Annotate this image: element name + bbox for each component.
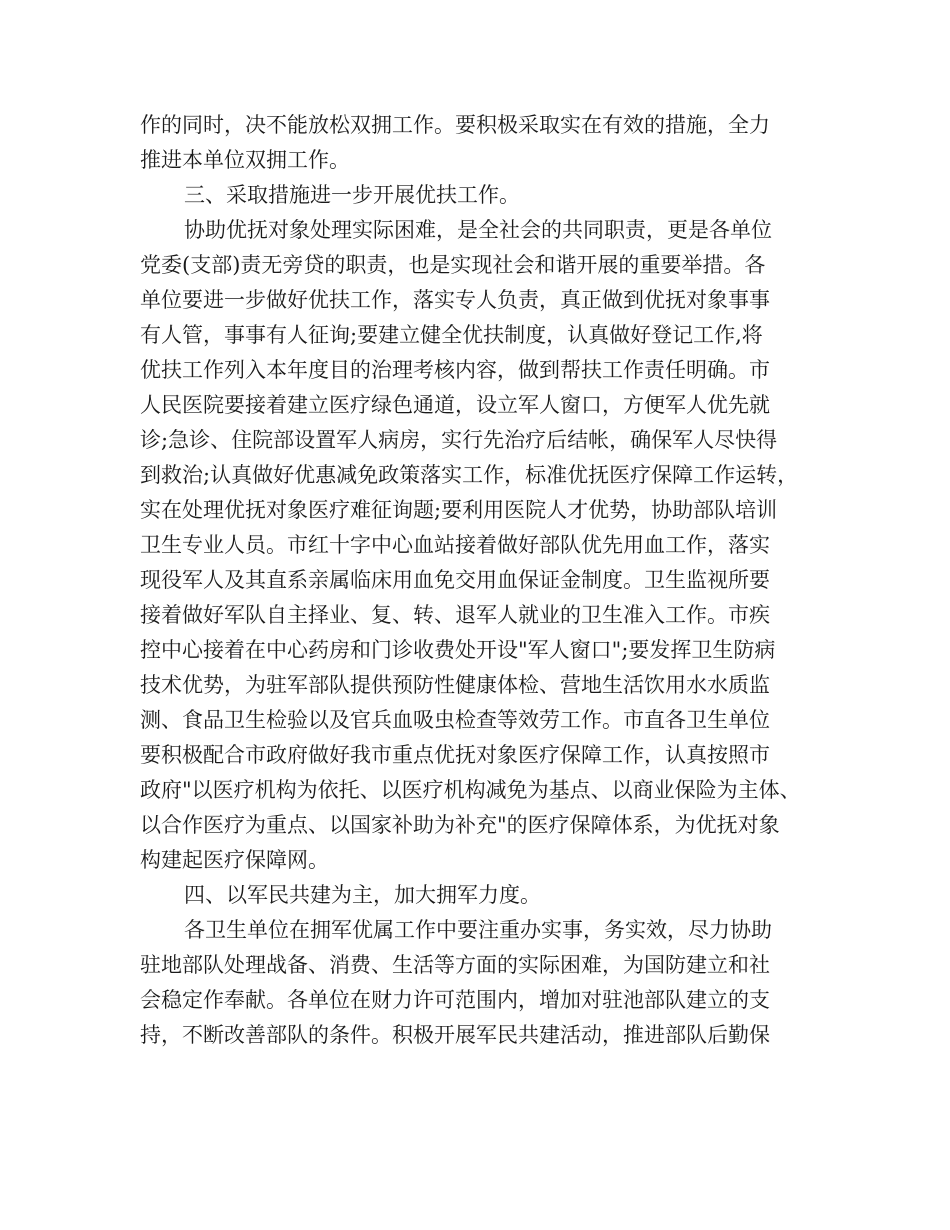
text-line: 测、食品卫生检验以及官兵血吸虫检查等效劳工作。市直各卫生单位	[140, 708, 770, 732]
text-line: 会稳定作奉献。各单位在财力许可范围内，增加对驻池部队建立的支	[140, 988, 770, 1012]
paragraph-start-line: 协助优抚对象处理实际困难，是全社会的共同职责，更是各单位	[184, 218, 772, 242]
text-line: 实在处理优抚对象医疗难征询题;要利用医院人才优势，协助部队培训	[140, 498, 778, 522]
text-line: 到救治;认真做好优惠减免政策落实工作，标准优抚医疗保障工作运转，	[140, 463, 799, 487]
paragraph-start-line: 三、采取措施进一步开展优扶工作。	[184, 183, 520, 207]
text-line: 党委(支部)责无旁贷的职责，也是实现社会和谐开展的重要举措。各	[140, 253, 766, 277]
document-body	[140, 108, 830, 1053]
text-line: 持，不断改善部队的条件。积极开展军民共建活动，推进部队后勤保	[140, 1023, 770, 1047]
text-line: 要积极配合市政府做好我市重点优抚对象医疗保障工作，认真按照市	[140, 743, 770, 767]
text-line: 有人管，事事有人征询;要建立健全优扶制度，认真做好登记工作,将	[140, 323, 763, 347]
text-line: 优扶工作列入本年度目的治理考核内容，做到帮扶工作责任明确。市	[140, 358, 770, 382]
text-line: 卫生专业人员。市红十字中心血站接着做好部队优先用血工作，落实	[140, 533, 770, 557]
text-line: 推进本单位双拥工作。	[140, 148, 350, 172]
text-line: 政府"以医疗机构为依托、以医疗机构减免为基点、以商业保险为主体、	[140, 778, 801, 802]
text-line: 诊;急诊、住院部设置军人病房，实行先治疗后结帐，确保军人尽快得	[140, 428, 778, 452]
paragraph-start-line: 各卫生单位在拥军优属工作中要注重办实事，务实效，尽力协助	[184, 918, 772, 942]
text-line: 技术优势，为驻军部队提供预防性健康体检、营地生活饮用水水质监	[140, 673, 770, 697]
text-line: 接着做好军队自主择业、复、转、退军人就业的卫生准入工作。市疾	[140, 603, 770, 627]
text-line: 构建起医疗保障网。	[140, 848, 329, 872]
text-line: 以合作医疗为重点、以国家补助为补充"的医疗保障体系，为优抚对象	[140, 813, 780, 837]
paragraph-start-line: 四、以军民共建为主，加大拥军力度。	[184, 883, 541, 907]
text-line: 人民医院要接着建立医疗绿色通道，设立军人窗口，方便军人优先就	[140, 393, 770, 417]
text-line: 控中心接着在中心药房和门诊收费处开设"军人窗口";要发挥卫生防病	[140, 638, 776, 662]
text-line: 作的同时，决不能放松双拥工作。要积极采取实在有效的措施，全力	[140, 113, 770, 137]
text-line: 驻地部队处理战备、消费、生活等方面的实际困难，为国防建立和社	[140, 953, 770, 977]
text-line: 现役军人及其直系亲属临床用血免交用血保证金制度。卫生监视所要	[140, 568, 770, 592]
text-line: 单位要进一步做好优扶工作，落实专人负责，真正做到优抚对象事事	[140, 288, 770, 312]
